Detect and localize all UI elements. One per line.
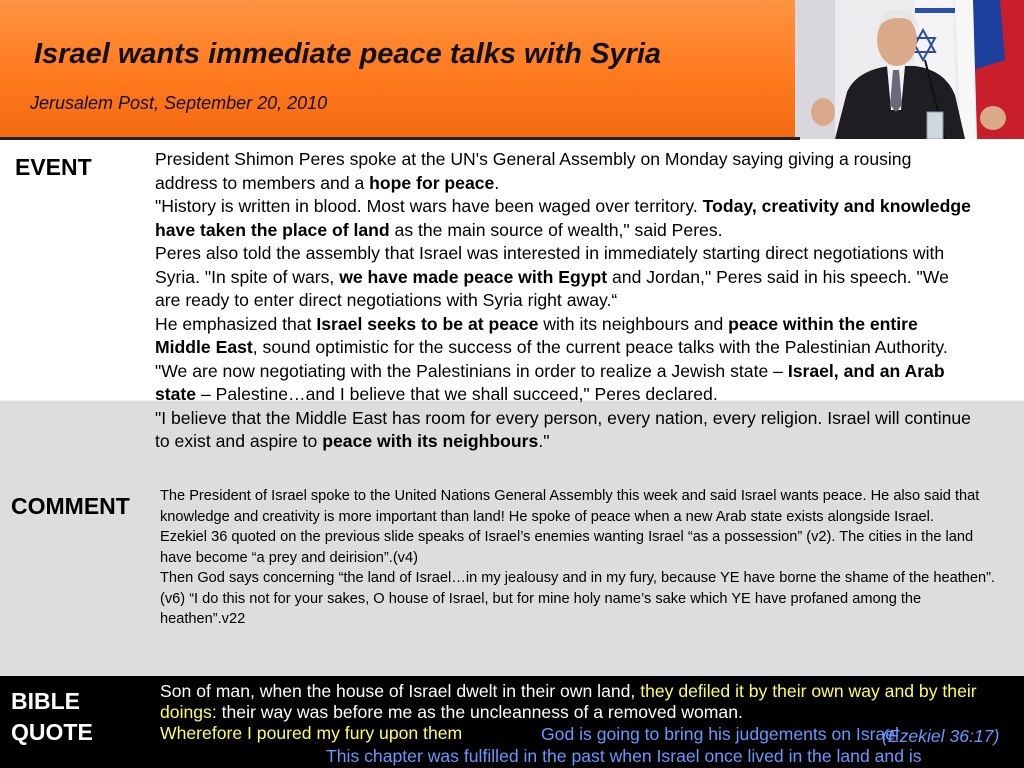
event-paragraph: President Shimon Peres spoke at the UN's General Assembly on Monday saying giving a rousing address to members and a hope for peace. (155, 149, 912, 193)
source-line: Jerusalem Post, September 20, 2010 (30, 93, 328, 113)
scripture-reference: (Ezekiel 36:17) (882, 726, 1000, 746)
comment-paragraph: Ezekiel 36 quoted on the previous slide speaks of Israel’s enemies wanting Israel “as a possession” (v2). The cities in the land have become “a prey and deirision”.(v4) (160, 529, 974, 566)
title-banner (0, 0, 795, 137)
comment-label: COMMENT (11, 493, 130, 519)
comment-body (160, 486, 1000, 630)
event-paragraph: "I believe that the Middle East has room for every person, every nation, every religion. Israel will continue to exist and aspire to peace with its neighbours." (155, 407, 971, 451)
comment-paragraph: The President of Israel spoke to the United Nations General Assembly this week and said Israel wants peace. He also said that knowledge and creativity is more important than land! He spoke of peace when a new Arab state exists alongside Israel. (160, 488, 980, 525)
comment-paragraph: Then God says concerning “the land of Israel…in my jealousy and in my fury, because YE have borne the shame of the heathen”.(v6) “I do this not for your sakes, O house of Israel, but for mine holy name’s sake which YE have profaned among the heathen”.v22 (160, 570, 996, 627)
fulfilment-note: This chapter was fulfilled in the past when Israel once lived in the land and is (326, 746, 922, 766)
event-body (155, 148, 975, 454)
judgement-note: God is going to bring his judgements on Israel (541, 724, 899, 744)
event-paragraph: He emphasized that Israel seeks to be at peace with its neighbours and peace within the entire Middle East, sound optimistic for the success of the current peace talks with the Palestinian Authority. "We are now negotiating with the Palestinians in order to realize a Jewish state – Israel, and an Arab state – Palestine…and I believe that we shall succeed," Peres declared. (155, 313, 948, 404)
event-paragraph: Peres also told the assembly that Israel was interested in immediately starting direct negotiations with Syria. "In spite of wars, we have made peace with Egypt and Jordan," Peres said in his speech. "We are ready to enter direct negotiations with Syria right away.“ (155, 243, 949, 310)
event-paragraph: "History is written in blood. Most wars have been waged over territory. Today, creativity and knowledge have taken the place of land as the main source of wealth," said Peres. (155, 196, 971, 240)
headline: Israel wants immediate peace talks with Syria (34, 38, 662, 70)
bible-quote-label: BIBLE QUOTE (11, 688, 93, 745)
event-label: EVENT (15, 154, 92, 180)
header-divider (0, 137, 800, 140)
bible-quote-text: Son of man, when the house of Israel dwelt in their own land, they defiled it by their own way and by their doings: their way was before me as the uncleanness of a removed woman. Wherefore I poured my fury upon them (160, 681, 977, 743)
speaker-photo (795, 0, 1024, 139)
